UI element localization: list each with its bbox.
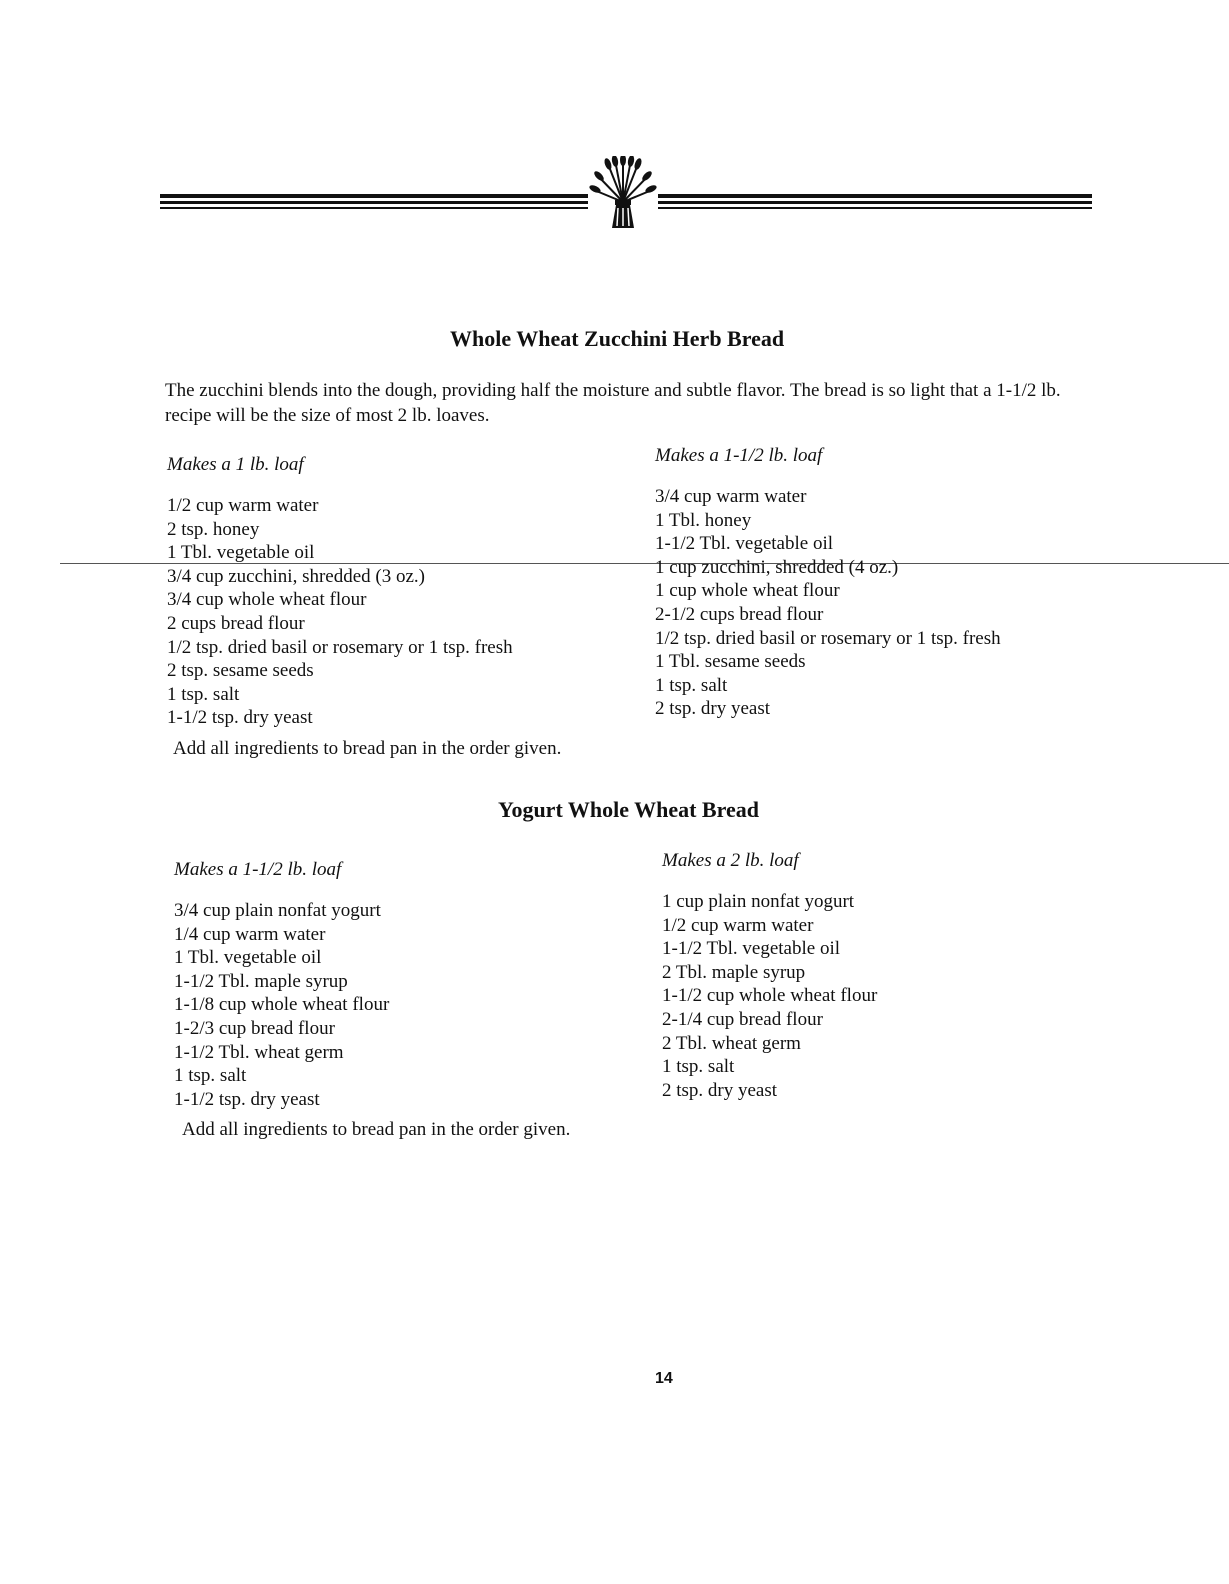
recipe-instructions-yogurt: Add all ingredients to bread pan in the order given. [182, 1119, 571, 1140]
ingredient-item: 1 cup zucchini, shredded (4 oz.) [655, 556, 899, 578]
ingredient-item: 1-2/3 cup bread flour [174, 1017, 335, 1039]
ingredient-item: 1-1/2 cup whole wheat flour [662, 985, 878, 1007]
recipe-version-yogurt-2lb [662, 849, 877, 1102]
ingredient-list [167, 494, 513, 730]
ingredient-list [174, 899, 389, 1111]
ingredient-item: 1 tsp. salt [662, 1056, 735, 1078]
ingredient-item: 1 Tbl. vegetable oil [167, 542, 315, 564]
ingredient-item: 1 tsp. salt [174, 1065, 247, 1087]
recipe-version-1-5lb [655, 444, 1001, 721]
ingredient-item: 1/2 cup warm water [662, 914, 814, 936]
recipe-version-1lb [167, 453, 513, 730]
ingredient-item: 3/4 cup whole wheat flour [167, 589, 367, 611]
ingredient-item: 2 tsp. sesame seeds [167, 660, 314, 682]
ingredient-item: 1-1/8 cup whole wheat flour [174, 994, 390, 1016]
ingredient-item: 1-1/2 tsp. dry yeast [174, 1088, 320, 1110]
ingredient-item: 1/4 cup warm water [174, 923, 326, 945]
ingredient-item: 2 tsp. honey [167, 518, 260, 540]
yield-label: Makes a 1 lb. loaf [167, 454, 304, 475]
ingredient-item: 1-1/2 Tbl. vegetable oil [662, 938, 840, 960]
ingredient-list [655, 485, 1001, 721]
yield-label: Makes a 1-1/2 lb. loaf [655, 445, 823, 466]
ingredient-item: 1 tsp. salt [167, 683, 240, 705]
page-number: 14 [655, 1370, 673, 1387]
ingredient-item: 1-1/2 Tbl. maple syrup [174, 970, 348, 992]
ingredient-item: 1/2 cup warm water [167, 495, 319, 516]
wheat-sheaf-icon [588, 156, 658, 232]
ingredient-item: 1 Tbl. sesame seeds [655, 651, 806, 673]
recipe-intro-zucchini: The zucchini blends into the dough, providing half the moisture and subtle flavor. The bread is so light that a 1-1/2 lb. recipe will be the size of most 2 lb. loaves. [165, 380, 1061, 426]
ingredient-item: 1 tsp. salt [655, 674, 728, 696]
ingredient-list [662, 890, 877, 1102]
ingredient-item: 2 tsp. dry yeast [655, 698, 771, 720]
recipe-title-yogurt: Yogurt Whole Wheat Bread [498, 797, 759, 822]
ingredient-item: 3/4 cup zucchini, shredded (3 oz.) [167, 565, 425, 587]
ingredient-item: 1 cup whole wheat flour [655, 580, 840, 602]
yield-label: Makes a 2 lb. loaf [662, 850, 799, 871]
ingredient-item: 1/2 tsp. dried basil or rosemary or 1 tsp. fresh [167, 636, 513, 658]
ingredient-item: 2-1/2 cups bread flour [655, 603, 824, 625]
ingredient-item: 3/4 cup plain nonfat yogurt [174, 900, 381, 921]
yield-label: Makes a 1-1/2 lb. loaf [174, 859, 342, 880]
ingredient-item: 1 Tbl. vegetable oil [174, 947, 322, 969]
ingredient-item: 1 cup plain nonfat yogurt [662, 891, 855, 912]
recipe-instructions-zucchini: Add all ingredients to bread pan in the order given. [173, 738, 562, 759]
ingredient-item: 1 Tbl. honey [655, 509, 752, 531]
recipe-title-zucchini: Whole Wheat Zucchini Herb Bread [450, 326, 785, 351]
ingredient-item: 2-1/4 cup bread flour [662, 1008, 823, 1030]
ingredient-item: 2 tsp. dry yeast [662, 1079, 778, 1101]
ingredient-item: 2 Tbl. maple syrup [662, 961, 806, 983]
ingredient-item: 1-1/2 tsp. dry yeast [167, 707, 313, 729]
ingredient-item: 2 Tbl. wheat germ [662, 1032, 801, 1054]
ingredient-item: 2 cups bread flour [167, 612, 305, 634]
ingredient-item: 1-1/2 Tbl. wheat germ [174, 1041, 344, 1063]
ingredient-item: 1-1/2 Tbl. vegetable oil [655, 533, 833, 555]
ingredient-item: 1/2 tsp. dried basil or rosemary or 1 tsp. fresh [655, 627, 1001, 649]
recipe-version-yogurt-1-5lb [174, 858, 389, 1111]
ingredient-item: 3/4 cup warm water [655, 486, 807, 507]
